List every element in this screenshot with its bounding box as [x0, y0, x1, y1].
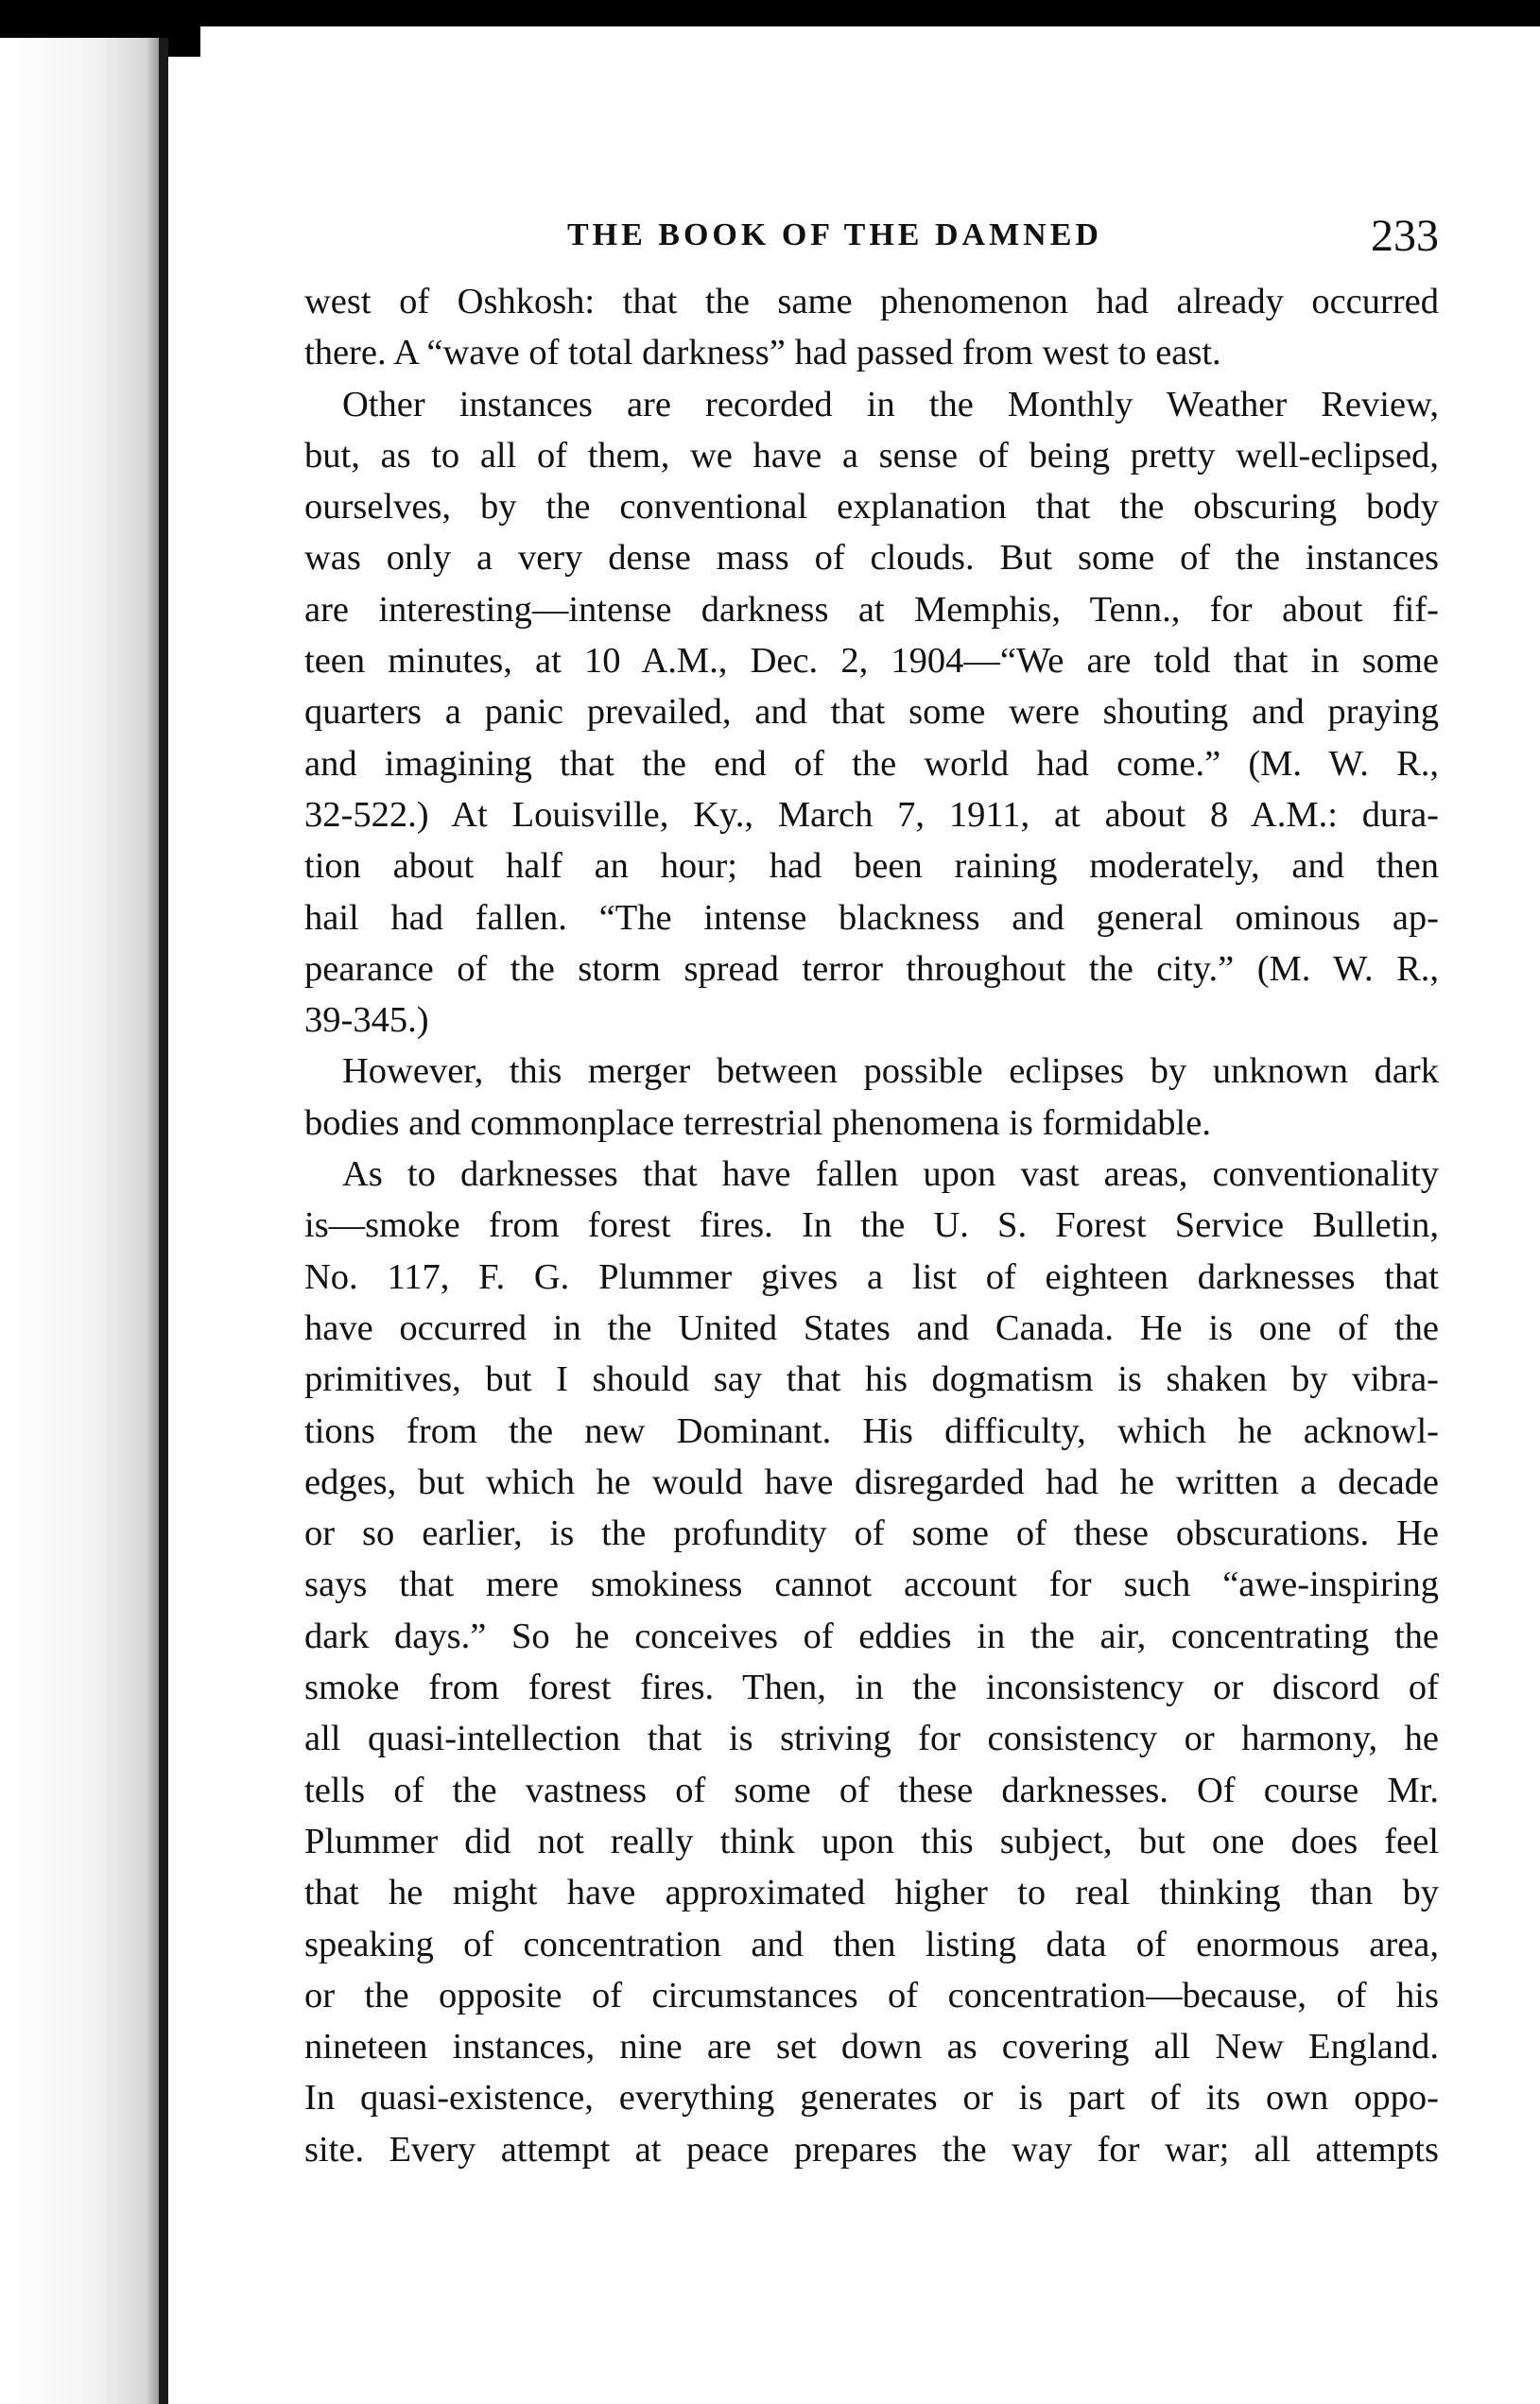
text-line: is—smoke from forest fires. In the U. S. Forest Service Bulletin, — [304, 1205, 1439, 1246]
text-line: tion about half an hour; had been raining moderately, and then — [304, 846, 1439, 887]
text-line: are interesting—intense darkness at Memphis, Tenn., for about fif- — [304, 589, 1439, 630]
text-line: that he might have approximated higher to real thinking than by — [304, 1873, 1439, 1913]
running-title: THE BOOK OF THE DAMNED — [567, 217, 1102, 252]
text-line: hail had fallen. “The intense blackness and general ominous ap- — [304, 897, 1439, 938]
text-line: Plummer did not really think upon this subject, but one does feel — [304, 1821, 1439, 1861]
text-line: 32-522.) At Louisville, Ky., March 7, 1911, at about 8 A.M.: dura- — [304, 794, 1439, 835]
page-header — [304, 210, 1439, 276]
text-line: but, as to all of them, we have a sense of being pretty well-eclipsed, — [304, 435, 1439, 476]
text-line: quarters a panic prevailed, and that some were shouting and praying — [304, 692, 1439, 733]
text-line: tells of the vastness of some of these darknesses. Of course Mr. — [304, 1770, 1439, 1810]
text-line: west of Oshkosh: that the same phenomenon had already occurred — [304, 282, 1439, 321]
text-line: pearance of the storm spread terror throughout the city.” (M. W. R., — [304, 948, 1439, 989]
book-gutter-shadow — [0, 38, 159, 2404]
text-line: As to darknesses that have fallen upon vast areas, conventionality — [342, 1154, 1439, 1195]
text-line: or the opposite of circumstances of concentration—because, of his — [304, 1975, 1439, 2015]
scan-top-border — [0, 0, 1540, 26]
text-line: speaking of concentration and then listing data of enormous area, — [304, 1924, 1439, 1964]
text-line: teen minutes, at 10 A.M., Dec. 2, 1904—“We are told that in some — [304, 641, 1439, 682]
text-line: all quasi-intellection that is striving for consistency or harmony, he — [304, 1719, 1439, 1759]
text-line: No. 117, F. G. Plummer gives a list of eighteen darknesses that — [304, 1256, 1439, 1297]
text-line: nineteen instances, nine are set down as covering all New England. — [304, 2027, 1439, 2067]
text-line: ourselves, by the conventional explanation that the obscuring body — [304, 487, 1439, 527]
book-gutter-edge — [159, 38, 168, 2404]
text-line: 39-345.) — [304, 1000, 429, 1041]
text-line: dark days.” So he conceives of eddies in the air, concentrating the — [304, 1616, 1439, 1656]
text-line: In quasi-existence, everything generates or is part of its own oppo- — [304, 2078, 1439, 2119]
body-text — [304, 276, 1439, 2175]
text-line: However, this merger between possible eclipses by unknown dark — [342, 1051, 1439, 1092]
page-number: 233 — [1371, 211, 1439, 261]
text-line: Other instances are recorded in the Monthly Weather Review, — [342, 384, 1439, 424]
text-line: have occurred in the United States and Canada. He is one of the — [304, 1307, 1439, 1348]
text-line: tions from the new Dominant. His difficulty, which he acknowl- — [304, 1410, 1439, 1451]
text-line: or so earlier, is the profundity of some of these obscurations. He — [304, 1513, 1439, 1554]
text-line: says that mere smokiness cannot account for such “awe-inspiring — [304, 1565, 1439, 1605]
text-line: there. A “wave of total darkness” had passed from west to east. — [304, 333, 1221, 373]
text-line: and imagining that the end of the world had come.” (M. W. R., — [304, 743, 1439, 784]
text-line: was only a very dense mass of clouds. But some of the instances — [304, 538, 1439, 579]
text-line: site. Every attempt at peace prepares the way for war; all attempts — [304, 2129, 1439, 2170]
text-line: edges, but which he would have disregarded had he written a decade — [304, 1461, 1439, 1502]
text-line: bodies and commonplace terrestrial phenomena is formidable. — [304, 1102, 1211, 1143]
text-line: smoke from forest fires. Then, in the inconsistency or discord of — [304, 1668, 1439, 1708]
text-line: primitives, but I should say that his dogmatism is shaken by vibra- — [304, 1359, 1439, 1400]
